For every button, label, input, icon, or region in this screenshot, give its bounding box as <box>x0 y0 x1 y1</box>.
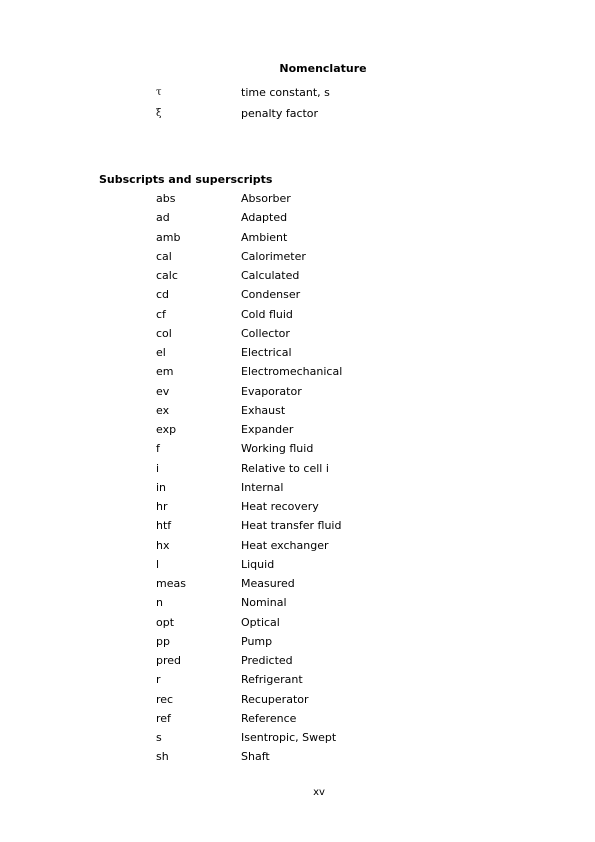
subscript-symbol: hx <box>156 539 170 552</box>
subscript-symbol: meas <box>156 577 186 590</box>
subscript-definition: Working fluid <box>241 442 314 455</box>
subscript-definition: Ambient <box>241 231 288 244</box>
subscript-definition: Relative to cell i <box>241 462 329 475</box>
nomenclature-definition: penalty factor <box>241 107 319 120</box>
subscript-symbol: i <box>156 462 160 475</box>
subscript-symbol: hr <box>156 500 168 513</box>
subscript-symbol: rec <box>156 693 174 706</box>
subscript-definition: Liquid <box>241 558 275 571</box>
subscript-definition: Adapted <box>241 211 288 224</box>
subscript-definition: Electromechanical <box>241 365 343 378</box>
subscript-symbol: f <box>156 442 160 455</box>
nomenclature-definition: time constant, s <box>241 86 330 99</box>
subscript-definition: Optical <box>241 616 280 629</box>
page-title: Nomenclature <box>279 62 367 75</box>
subscript-symbol: cal <box>156 250 172 263</box>
subscript-definition: Expander <box>241 423 294 436</box>
subscript-definition: Internal <box>241 481 284 494</box>
subscript-definition: Cold fluid <box>241 308 293 321</box>
subscript-definition: Nominal <box>241 596 287 609</box>
subscript-symbol: exp <box>156 423 177 436</box>
subscript-definition: Heat recovery <box>241 500 319 513</box>
subscript-symbol: ex <box>156 404 170 417</box>
subscript-definition: Predicted <box>241 654 293 667</box>
subscript-symbol: l <box>156 558 160 571</box>
subscript-definition: Heat transfer fluid <box>241 519 342 532</box>
subscript-definition: Refrigerant <box>241 673 303 686</box>
subscript-definition: Electrical <box>241 346 292 359</box>
subscript-definition: Condenser <box>241 288 301 301</box>
subscript-definition: Exhaust <box>241 404 286 417</box>
subscript-symbol: abs <box>156 192 176 205</box>
nomenclature-symbol: ξ <box>156 108 162 119</box>
subscript-definition: Reference <box>241 712 297 725</box>
section-heading: Subscripts and superscripts <box>99 173 273 186</box>
subscript-definition: Heat exchanger <box>241 539 329 552</box>
subscript-symbol: n <box>156 596 163 609</box>
subscript-symbol: pp <box>156 635 170 648</box>
subscript-symbol: pred <box>156 654 182 667</box>
subscript-symbol: amb <box>156 231 181 244</box>
subscript-symbol: r <box>156 673 161 686</box>
subscript-symbol: in <box>156 481 167 494</box>
nomenclature-symbol: τ <box>156 87 162 98</box>
subscript-definition: Absorber <box>241 192 291 205</box>
subscript-symbol: cd <box>156 288 170 301</box>
subscript-definition: Calorimeter <box>241 250 306 263</box>
subscript-definition: Isentropic, Swept <box>241 731 337 744</box>
subscript-definition: Pump <box>241 635 273 648</box>
subscript-definition: Measured <box>241 577 295 590</box>
subscript-symbol: sh <box>156 750 169 763</box>
subscript-definition: Shaft <box>241 750 270 763</box>
subscript-symbol: cf <box>156 308 166 321</box>
subscript-symbol: col <box>156 327 172 340</box>
subscript-symbol: el <box>156 346 166 359</box>
page-number: xv <box>313 787 325 798</box>
subscript-definition: Evaporator <box>241 385 302 398</box>
subscript-symbol: htf <box>156 519 172 532</box>
subscript-definition: Collector <box>241 327 290 340</box>
subscript-definition: Recuperator <box>241 693 309 706</box>
subscript-symbol: ref <box>156 712 171 725</box>
subscript-definition: Calculated <box>241 269 300 282</box>
subscript-symbol: ad <box>156 211 170 224</box>
subscript-symbol: s <box>156 731 162 744</box>
subscript-symbol: ev <box>156 385 170 398</box>
subscript-symbol: opt <box>156 616 175 629</box>
subscript-symbol: calc <box>156 269 178 282</box>
subscript-symbol: em <box>156 365 174 378</box>
